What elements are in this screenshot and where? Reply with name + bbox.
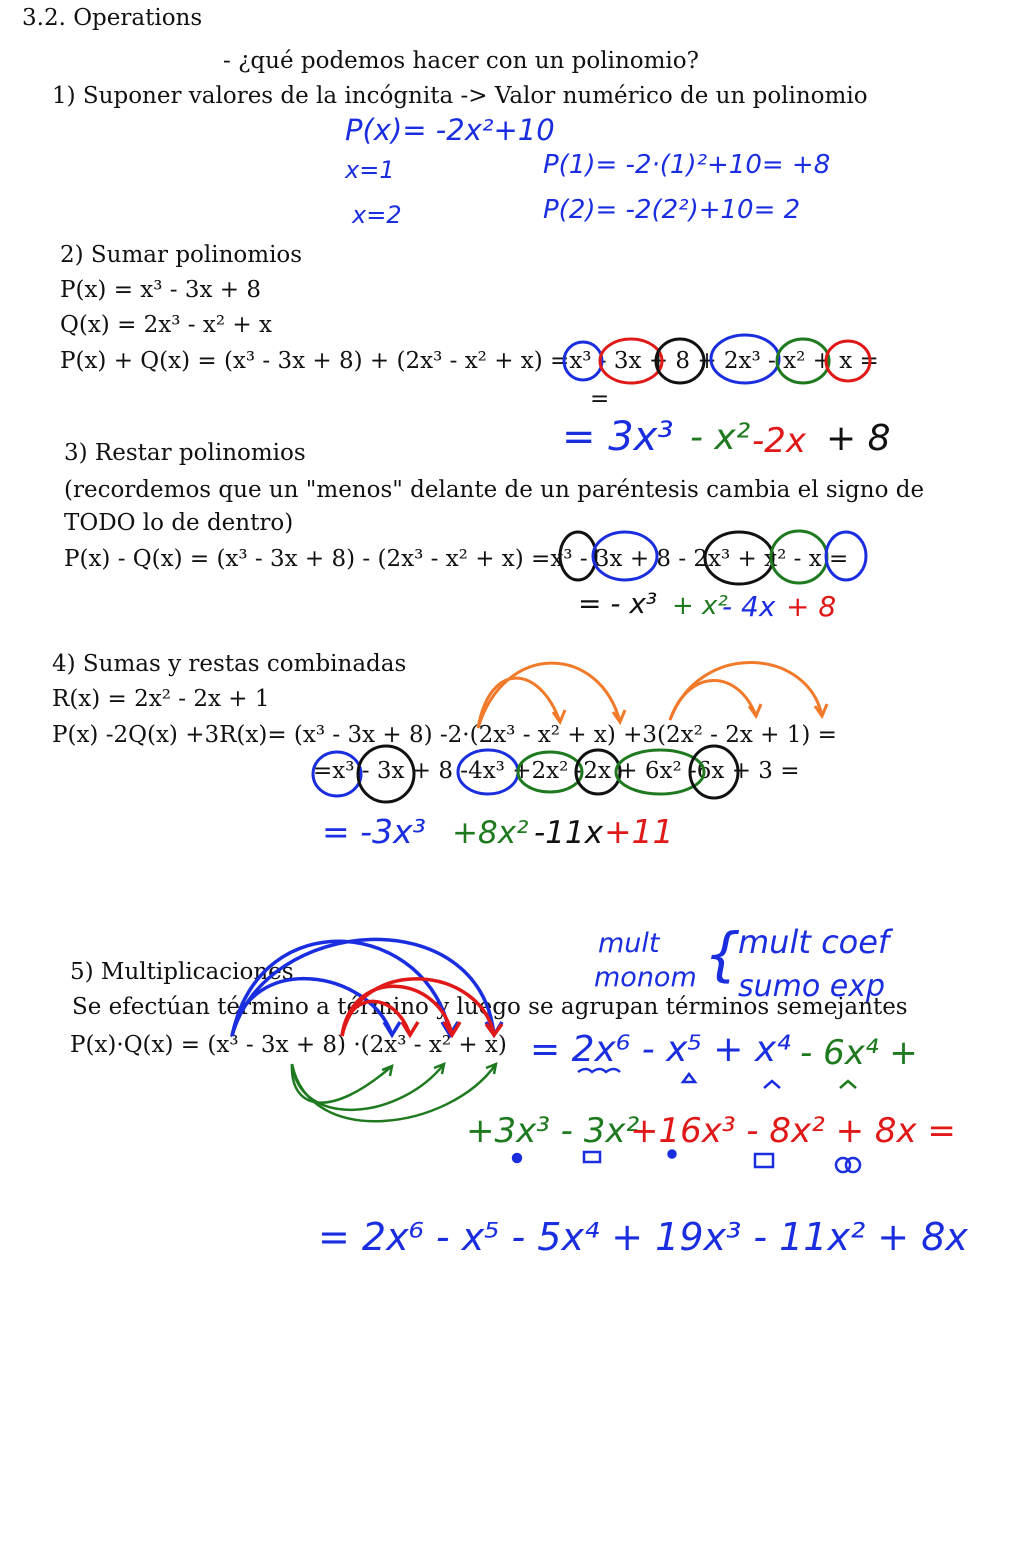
hw-sum-result-constant: + 8 [826, 418, 891, 459]
arrow-orange-2 [478, 663, 620, 728]
section-4-title: 4) Sumas y restas combinadas [52, 651, 407, 677]
hw-product-line-1a: = 2x⁶ - x⁵ + x⁴ [530, 1029, 791, 1070]
difference-expression: P(x) - Q(x) = (x³ - 3x + 8) - (2x³ - x² + x) =x³ - 3x + 8 - 2x³ + x² - x = [64, 546, 849, 572]
mark-dot-16x3 [669, 1151, 676, 1158]
arrow-blue-3 [232, 939, 494, 1036]
mark-square-3x2 [584, 1152, 600, 1162]
arrow-orange-3 [670, 680, 756, 720]
sum-expression: P(x) + Q(x) = (x³ - 3x + 8) + (2x³ - x² + x) =x³ - 3x + 8 + 2x³ - x² + x = [60, 348, 879, 374]
polynomial-q: Q(x) = 2x³ - x² + x [60, 312, 272, 338]
section-3-note-line-2: TODO lo de dentro) [64, 510, 294, 536]
sum-equals-continuation: = [590, 386, 610, 412]
section-3-note-line-1: (recordemos que un "menos" delante de un paréntesis cambia el signo de [64, 477, 925, 503]
hw-note-monom: monom [594, 962, 697, 993]
hw-note-sumo-exp: sumo exp [738, 969, 886, 1004]
hw-product-line-1b: - 6x⁴ + [800, 1033, 918, 1073]
mark-double-8x [836, 1158, 850, 1172]
polynomial-p: P(x) = x³ - 3x + 8 [60, 277, 262, 303]
arrow-orange-1 [478, 678, 560, 728]
hw-product-line-2b: +16x³ - 8x² + 8x = [630, 1111, 956, 1151]
hw-product-line-2a: +3x³ - 3x² [466, 1111, 640, 1151]
hw-combined-result-cubic: = -3x³ [322, 812, 426, 851]
combined-expansion: =x³ - 3x + 8 -4x³ +2x² -2x + 6x² -6x + 3 = [313, 758, 800, 784]
hw-product-final-result: = 2x⁶ - x⁵ - 5x⁴ + 19x³ - 11x² + 8x [318, 1215, 968, 1259]
section-3-title: 3) Restar polinomios [64, 440, 306, 466]
hw-sum-result-quadratic: - x² [690, 417, 751, 458]
hw-note-mult: mult [598, 928, 660, 959]
hw-brace: { [704, 920, 741, 988]
guiding-question: - ¿qué podemos hacer con un polinomio? [223, 48, 699, 74]
hw-combined-result-constant: +11 [604, 812, 674, 851]
mark-caret-x4 [764, 1081, 780, 1088]
section-5-description: Se efectúan término a término y luego se agrupan términos semejantes [72, 994, 908, 1020]
hw-sum-result-linear: -2x [752, 421, 807, 461]
hw-x-equals-1: x=1 [345, 156, 395, 184]
hw-diff-result-quadratic: + x² [672, 591, 728, 621]
hw-sum-result-cubic: = 3x³ [562, 414, 674, 460]
hw-x-equals-2: x=2 [352, 201, 402, 229]
hw-diff-result-cubic: = - x³ [578, 587, 658, 620]
polynomial-r: R(x) = 2x² - 2x + 1 [52, 686, 270, 712]
page-heading: 3.2. Operations [22, 5, 203, 31]
mark-triangle-x5 [683, 1074, 695, 1082]
hw-diff-result-constant: + 8 [786, 590, 837, 623]
mark-square-8x2 [755, 1154, 773, 1167]
combined-expression: P(x) -2Q(x) +3R(x)= (x³ - 3x + 8) -2·(2x³ - x² + x) +3(2x² - 2x + 1) = [52, 722, 837, 748]
section-1-title: 1) Suponer valores de la incógnita -> Valor numérico de un polinomio [52, 83, 868, 109]
hw-combined-result-quadratic: +8x² [452, 815, 529, 851]
product-expression: P(x)·Q(x) = (x³ - 3x + 8) ·(2x³ - x² + x) [70, 1032, 507, 1058]
hw-note-mult-coef: mult coef [738, 923, 890, 961]
hw-polynomial-definition: P(x)= -2x²+10 [345, 113, 555, 147]
section-2-title: 2) Sumar polinomios [60, 242, 303, 268]
arrow-blue-2 [232, 941, 450, 1036]
hw-diff-result-linear: - 4x [722, 590, 776, 623]
mark-dot-3x3 [513, 1154, 521, 1162]
arrow-green-2 [292, 1064, 444, 1110]
arrow-orange-4 [670, 662, 822, 720]
arrow-green-1 [292, 1064, 392, 1103]
hw-combined-result-linear: -11x [534, 815, 603, 851]
mark-caret-6x4 [840, 1081, 856, 1088]
section-5-title: 5) Multiplicaciones [70, 959, 294, 985]
hw-p-of-2: P(2)= -2(2²)+10= 2 [543, 195, 801, 225]
hw-p-of-1: P(1)= -2·(1)²+10= +8 [543, 150, 831, 180]
